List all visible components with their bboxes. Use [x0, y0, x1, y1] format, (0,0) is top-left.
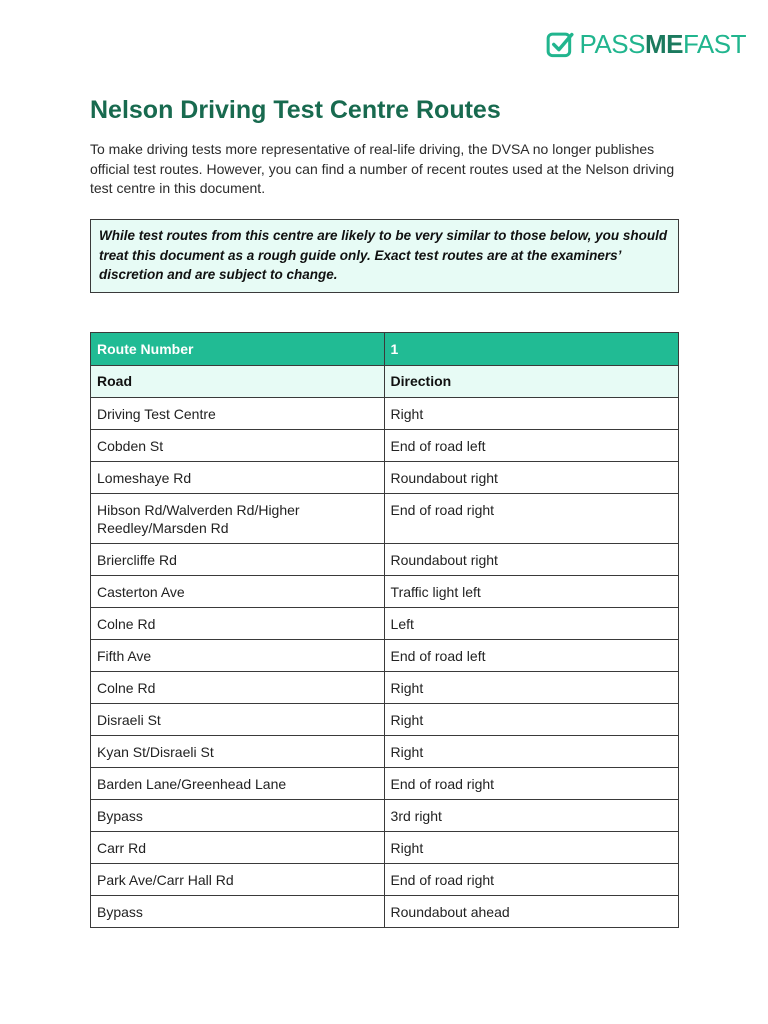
direction-cell: Right [384, 398, 678, 430]
direction-cell: End of road right [384, 494, 678, 544]
route-number-row [91, 333, 679, 366]
brand-wordmark [580, 28, 746, 60]
table-row [91, 608, 679, 640]
direction-cell: Right [384, 704, 678, 736]
table-row [91, 896, 679, 928]
column-header-road: Road [91, 366, 385, 398]
table-row [91, 800, 679, 832]
brand-logo [546, 28, 746, 60]
road-cell: Cobden St [91, 430, 385, 462]
direction-cell: Roundabout right [384, 544, 678, 576]
direction-cell: End of road right [384, 864, 678, 896]
direction-cell: 3rd right [384, 800, 678, 832]
notice-box: While test routes from this centre are likely to be very similar to those below, you should treat this document as a rough guide only. Exact test routes are at the examiners’ discretion and are subject to change. [90, 219, 679, 293]
road-cell: Colne Rd [91, 672, 385, 704]
road-cell: Carr Rd [91, 832, 385, 864]
direction-cell: Left [384, 608, 678, 640]
brand-wordmark-pass: PASS [579, 29, 645, 59]
table-row [91, 494, 679, 544]
road-cell: Park Ave/Carr Hall Rd [91, 864, 385, 896]
checkbox-check-icon [546, 28, 574, 60]
table-row [91, 398, 679, 430]
road-cell: Barden Lane/Greenhead Lane [91, 768, 385, 800]
direction-cell: Right [384, 736, 678, 768]
direction-cell: Roundabout ahead [384, 896, 678, 928]
road-cell: Lomeshaye Rd [91, 462, 385, 494]
direction-cell: Right [384, 672, 678, 704]
table-row [91, 430, 679, 462]
column-header-row [91, 366, 679, 398]
brand-wordmark-me: ME [644, 29, 683, 59]
table-row [91, 544, 679, 576]
direction-cell: End of road right [384, 768, 678, 800]
road-cell: Bypass [91, 800, 385, 832]
direction-cell: End of road left [384, 430, 678, 462]
direction-cell: End of road left [384, 640, 678, 672]
table-row [91, 832, 679, 864]
road-cell: Disraeli St [91, 704, 385, 736]
table-row [91, 736, 679, 768]
intro-paragraph: To make driving tests more representative of real-life driving, the DVSA no longer publishes official test routes. However, you can find a number of recent routes used at the Nelson driving test centre in this document. [90, 141, 675, 196]
route-table [90, 332, 679, 928]
road-cell: Hibson Rd/Walverden Rd/Higher Reedley/Marsden Rd [91, 494, 385, 544]
table-row [91, 768, 679, 800]
road-cell: Driving Test Centre [91, 398, 385, 430]
road-cell: Casterton Ave [91, 576, 385, 608]
column-header-direction: Direction [384, 366, 678, 398]
route-number-label: Route Number [91, 333, 385, 366]
route-number-value: 1 [384, 333, 678, 366]
table-row [91, 640, 679, 672]
brand-wordmark-fast: FAST [682, 29, 746, 59]
table-row [91, 704, 679, 736]
road-cell: Fifth Ave [91, 640, 385, 672]
page-title: Nelson Driving Test Centre Routes [90, 96, 501, 124]
road-cell: Kyan St/Disraeli St [91, 736, 385, 768]
direction-cell: Roundabout right [384, 462, 678, 494]
table-row [91, 576, 679, 608]
table-row [91, 864, 679, 896]
table-row [91, 672, 679, 704]
road-cell: Briercliffe Rd [91, 544, 385, 576]
road-cell: Bypass [91, 896, 385, 928]
road-cell: Colne Rd [91, 608, 385, 640]
table-row [91, 462, 679, 494]
direction-cell: Traffic light left [384, 576, 678, 608]
direction-cell: Right [384, 832, 678, 864]
